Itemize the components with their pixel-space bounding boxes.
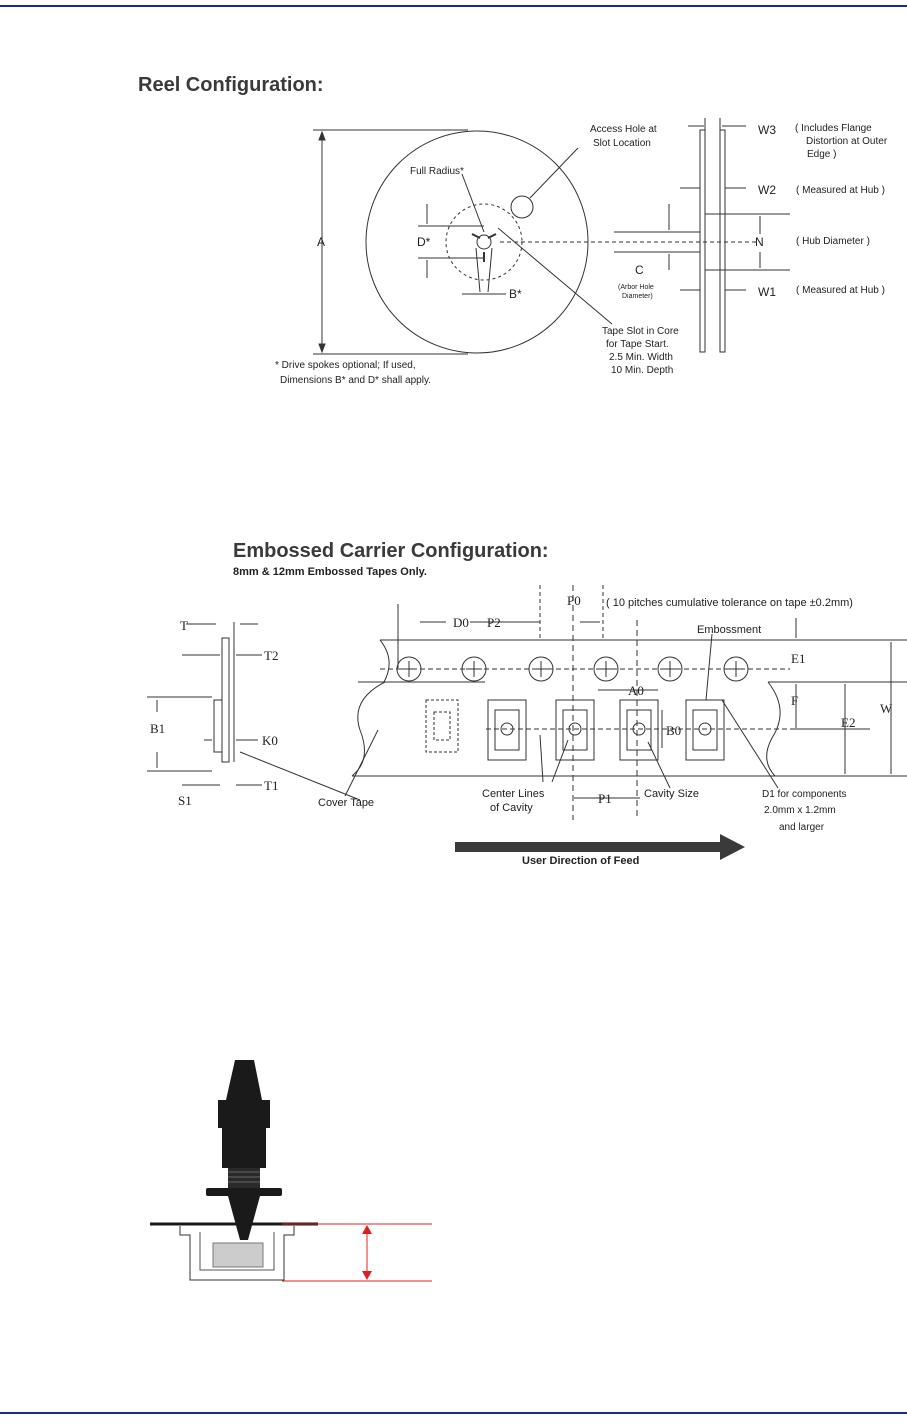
label-S1: S1 [178, 793, 192, 808]
access-hole [511, 196, 533, 218]
label-W3-note1: ( Includes Flange [795, 123, 872, 134]
label-W2-note: ( Measured at Hub ) [796, 185, 885, 196]
label-W3-note2: Distortion at Outer [806, 136, 888, 147]
label-P0: P0 [567, 593, 581, 608]
label-C-note: (Arbor Hole [618, 284, 654, 291]
label-W: W [880, 701, 893, 716]
carrier-subtitle: 8mm & 12mm Embossed Tapes Only. [233, 566, 427, 578]
label-B: B* [509, 287, 522, 301]
label-center-2: of Cavity [490, 802, 533, 814]
label-slot-3: 2.5 Min. Width [609, 352, 673, 363]
label-cavity: Cavity Size [644, 788, 700, 800]
label-slot-4: 10 Min. Depth [611, 365, 674, 376]
label-W3-note3: Edge ) [807, 149, 837, 160]
label-full-radius: Full Radius* [410, 166, 464, 177]
reel-title: Reel Configuration: [138, 74, 324, 96]
cavities [488, 700, 724, 760]
label-K0: K0 [262, 733, 278, 748]
label-d1-1: D1 for components [762, 789, 847, 800]
cavity [488, 700, 526, 760]
nozzle-threads [228, 1168, 260, 1188]
cross-section-tape [222, 638, 229, 762]
label-C: C [635, 263, 644, 277]
label-C-note2: Diameter) [622, 293, 653, 300]
tape-body [352, 640, 907, 776]
label-W3: W3 [758, 123, 776, 137]
label-E2: E2 [841, 715, 856, 730]
label-T2: T2 [264, 648, 279, 663]
label-E1: E1 [791, 651, 806, 666]
empty-cavity [426, 700, 458, 752]
label-F: F [791, 693, 799, 708]
label-T1: T1 [264, 778, 279, 793]
reel-footnote-2: Dimensions B* and D* shall apply. [280, 375, 432, 386]
carrier-title: Embossed Carrier Configuration: [233, 540, 549, 562]
label-B1: B1 [150, 721, 166, 736]
label-P1: P1 [598, 791, 612, 806]
label-tolerance: ( 10 pitches cumulative tolerance on tape ±0.2mm) [606, 597, 853, 609]
pickup-nozzle-diagram [150, 1060, 432, 1281]
reel-diagram [313, 118, 790, 354]
nozzle-flange [206, 1188, 282, 1196]
label-slot-2: for Tape Start. [606, 339, 669, 350]
reel-side-flange-left [700, 130, 705, 352]
cross-section-pocket [214, 700, 222, 752]
cavity [686, 700, 724, 760]
label-A0: A0 [628, 683, 644, 698]
label-D: D* [417, 235, 431, 249]
label-T: T [180, 618, 188, 633]
label-access-2: Slot Location [593, 138, 651, 149]
label-A: A [317, 235, 326, 249]
label-cover-tape: Cover Tape [318, 797, 375, 809]
reel-footnote-1: * Drive spokes optional; If used, [275, 360, 416, 371]
label-access-1: Access Hole at [590, 124, 657, 135]
reel-side-flange-right [720, 130, 725, 352]
label-W2: W2 [758, 183, 776, 197]
component [213, 1243, 263, 1267]
label-W1-note: ( Measured at Hub ) [796, 285, 885, 296]
label-d1-2: 2.0mm x 1.2mm [764, 805, 836, 816]
label-d1-3: and larger [779, 822, 825, 833]
label-slot-1: Tape Slot in Core [602, 326, 679, 337]
label-W1: W1 [758, 285, 776, 299]
label-hub: ( Hub Diameter ) [796, 236, 870, 247]
label-embossment: Embossment [697, 624, 762, 636]
nozzle-collar [218, 1100, 270, 1128]
label-D0: D0 [453, 615, 469, 630]
label-P2: P2 [487, 615, 501, 630]
label-B0: B0 [666, 723, 682, 738]
nozzle-cone [228, 1196, 260, 1240]
label-N: N [755, 235, 764, 249]
label-feed: User Direction of Feed [522, 855, 640, 867]
label-center-1: Center Lines [482, 788, 545, 800]
nozzle-tip-cap [226, 1060, 262, 1100]
cavity [556, 700, 594, 760]
